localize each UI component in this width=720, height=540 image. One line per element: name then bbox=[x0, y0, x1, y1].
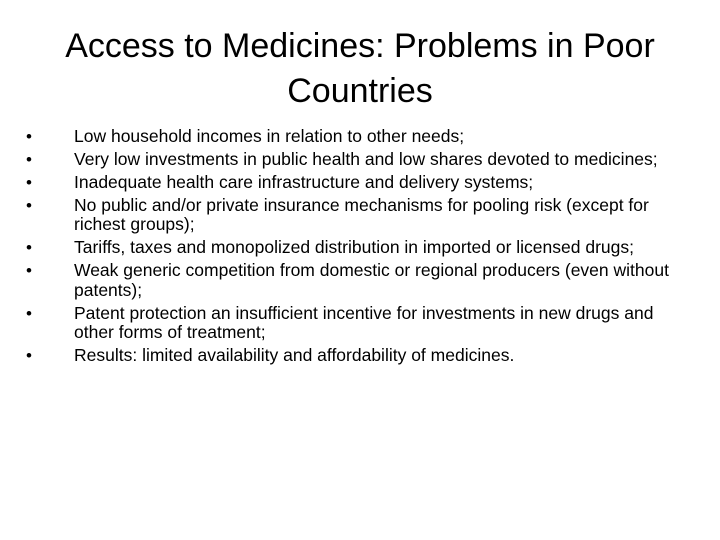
bullet-item bbox=[26, 238, 694, 258]
bullet-item bbox=[26, 346, 694, 366]
bullet-icon: • bbox=[26, 127, 32, 146]
bullet-text: Weak generic competition from domestic or regional producers (even without patents); bbox=[74, 260, 669, 300]
bullet-icon: • bbox=[26, 149, 32, 169]
bullet-icon: • bbox=[26, 261, 32, 281]
bullet-item bbox=[26, 150, 694, 170]
bullet-text: Patent protection an insufficient incentive for investments in new drugs and other forms of treatment; bbox=[74, 302, 654, 343]
bullet-text: Low household incomes in relation to other needs; bbox=[74, 126, 465, 146]
bullet-icon: • bbox=[26, 195, 32, 215]
bullet-item bbox=[26, 173, 694, 193]
bullet-text: Inadequate health care infrastructure and delivery systems; bbox=[74, 171, 534, 192]
bullet-item bbox=[26, 304, 694, 343]
bullet-list bbox=[26, 127, 694, 369]
bullet-text: Results: limited availability and affordability of medicines. bbox=[74, 345, 515, 366]
slide-title: Access to Medicines: Problems in Poor Countries bbox=[65, 27, 655, 110]
bullet-icon: • bbox=[26, 303, 32, 323]
bullet-text: No public and/or private insurance mechanisms for pooling risk (except for richest groups); bbox=[74, 194, 649, 235]
bullet-icon: • bbox=[26, 238, 32, 258]
bullet-icon: • bbox=[26, 346, 32, 366]
bullet-item bbox=[26, 261, 694, 300]
bullet-item bbox=[26, 196, 694, 235]
bullet-item bbox=[26, 127, 694, 147]
bullet-text: Very low investments in public health and low shares devoted to medicines; bbox=[74, 148, 658, 169]
bullet-text: Tariffs, taxes and monopolized distribution in imported or licensed drugs; bbox=[74, 237, 634, 258]
bullet-icon: • bbox=[26, 172, 32, 192]
